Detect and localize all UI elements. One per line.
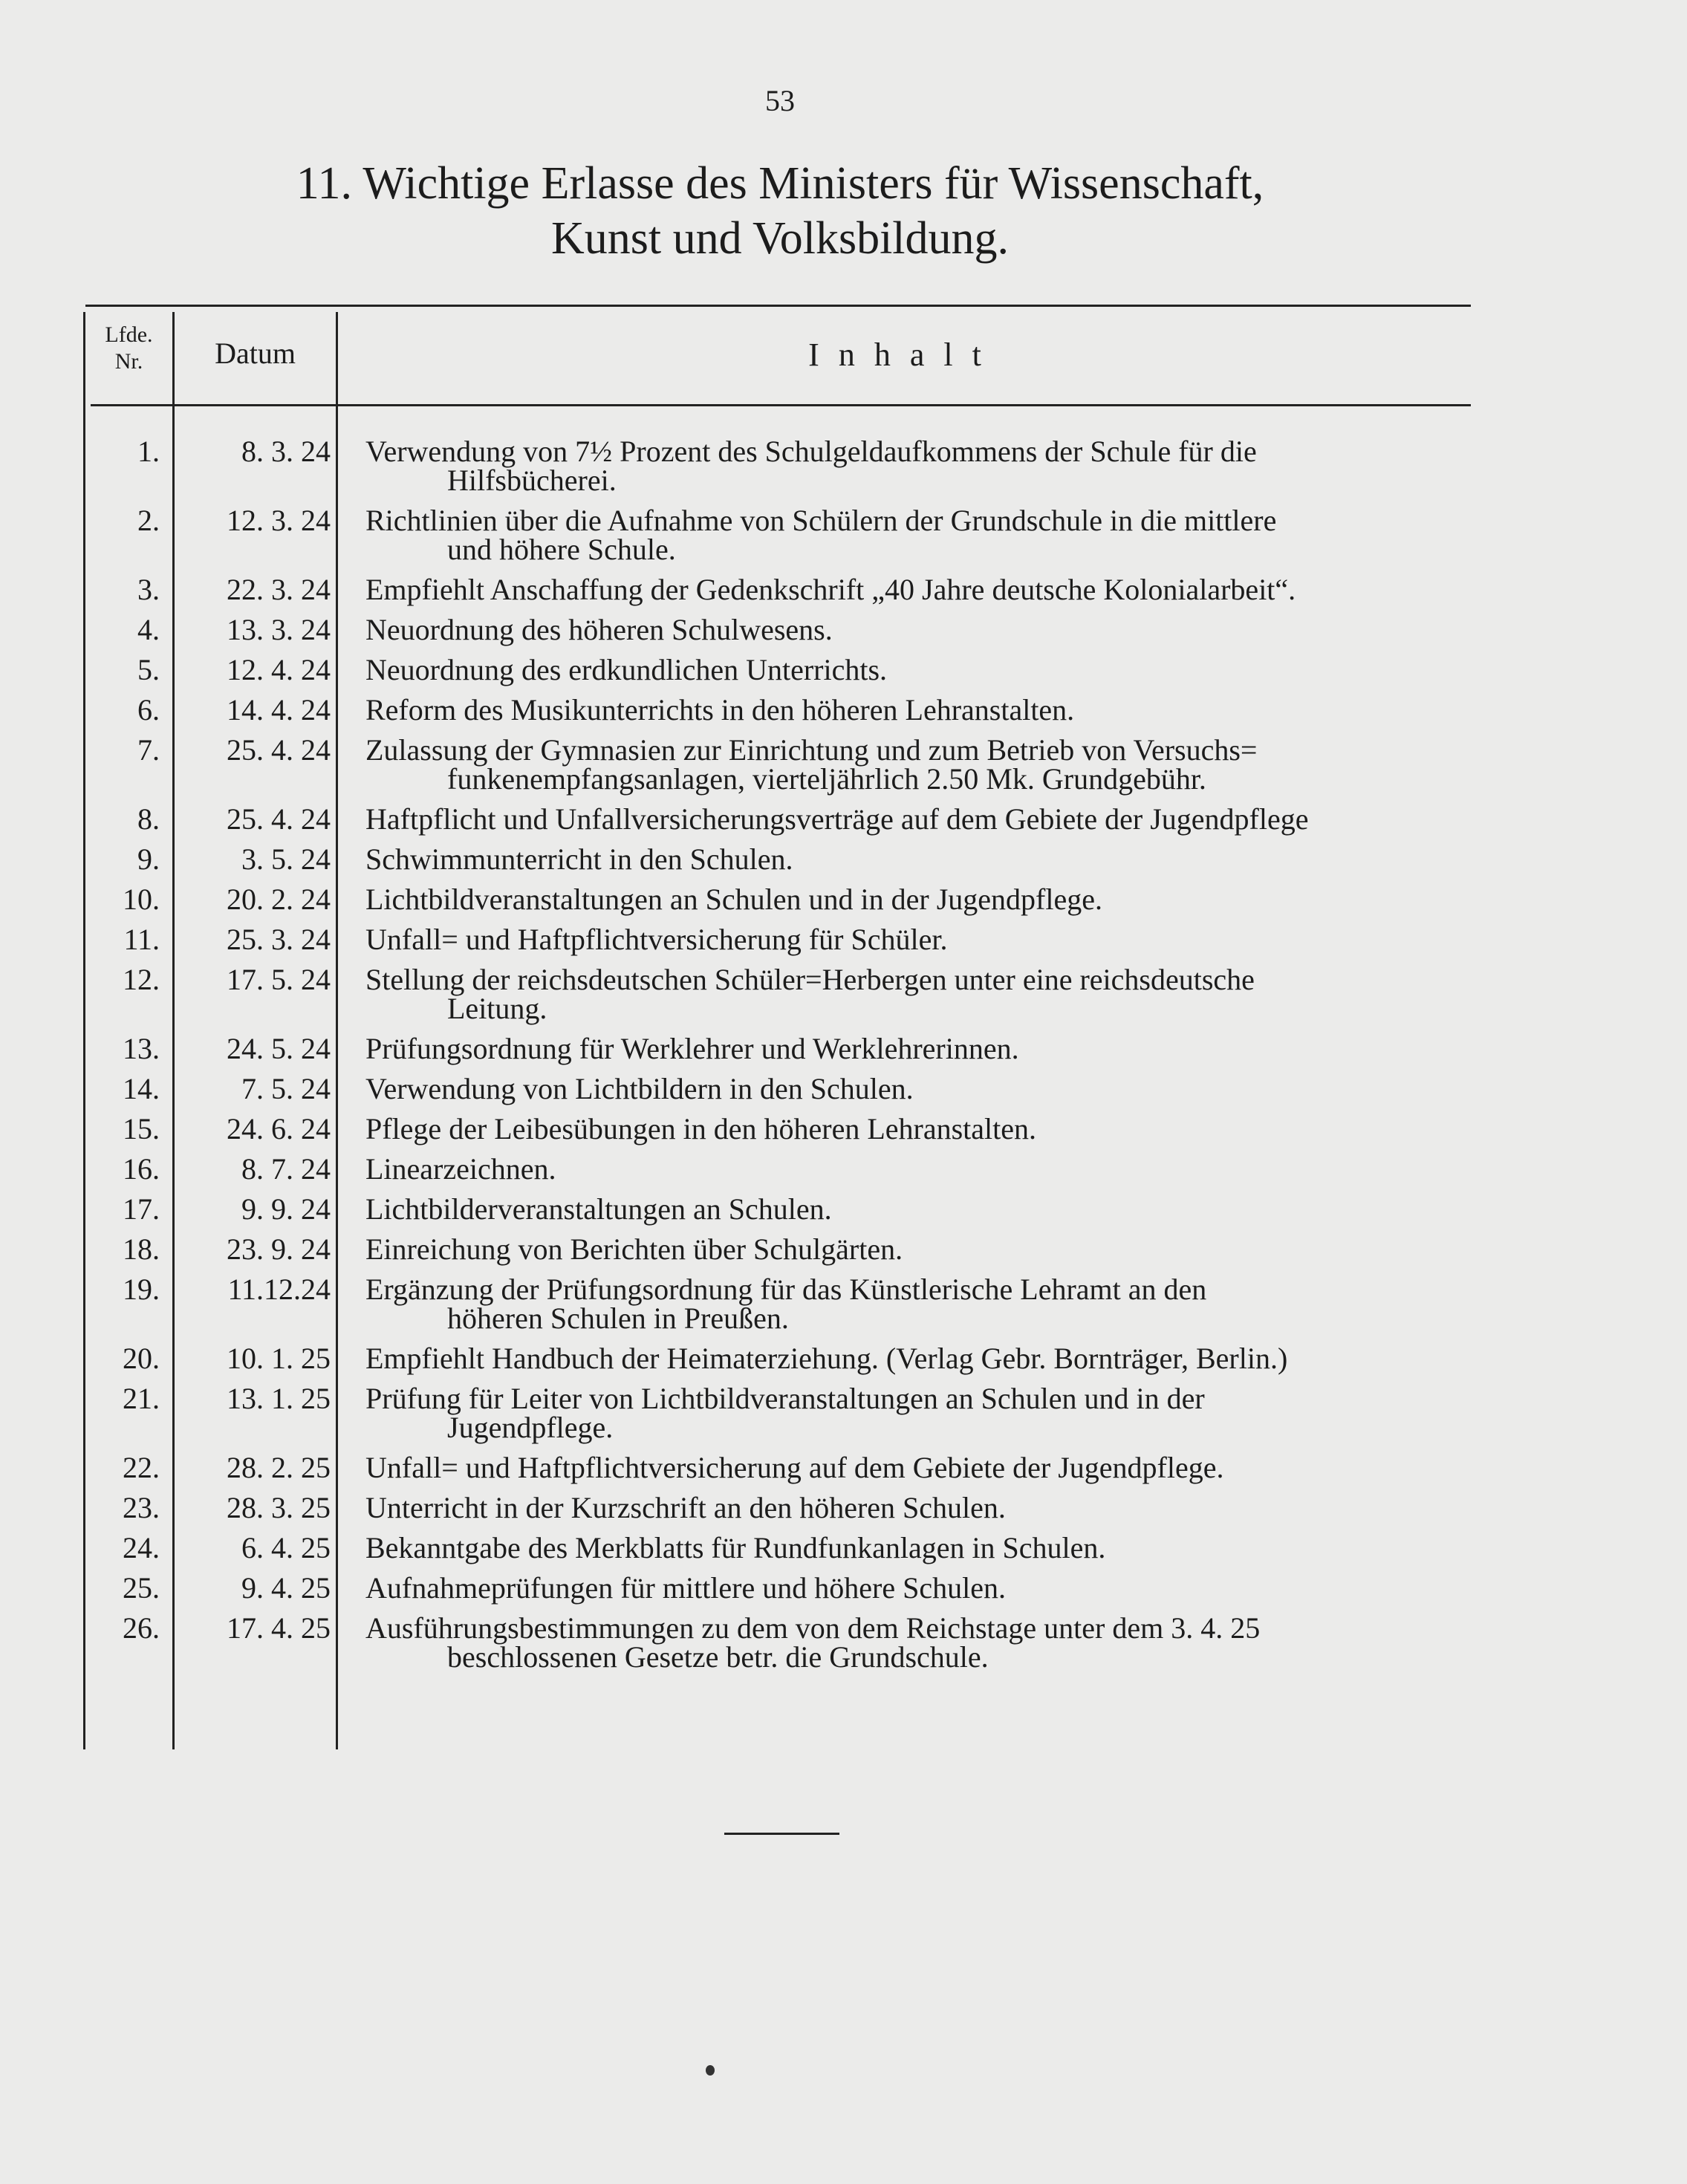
row-number: 17. [123,1192,160,1226]
table-row [85,733,1471,796]
table-row [85,1074,1471,1103]
row-number: 11. [123,923,160,956]
table-row [85,1232,1471,1266]
table-row [85,575,1471,604]
header-inhalt: Inhalt [808,337,1001,373]
row-content-line: Prüfungsordnung für Werklehrer und Werklehrerinnen. [365,1032,1019,1065]
row-content [365,1152,1471,1186]
row-number: 23. [123,1491,160,1524]
row-date: 8. 7. 24 [241,1152,331,1186]
row-content-continuation: und höhere Schule. [447,533,676,566]
row-content-line: Unfall= und Haftpflichtversicherung für Schüler. [365,923,948,956]
row-date: 7. 5. 24 [241,1072,331,1105]
row-number: 25. [123,1571,160,1605]
row-date: 17. 4. 25 [227,1611,331,1645]
row-date: 25. 4. 24 [227,733,331,767]
title-line-2: Kunst und Volksbildung. [550,213,1010,264]
table-row [85,925,1471,954]
row-content [365,733,1471,796]
row-number: 24. [123,1531,160,1564]
row-content-line: Reform des Musikunterrichts in den höheren Lehranstalten. [365,693,1075,727]
row-date: 17. 5. 24 [227,963,331,996]
row-content-line: Neuordnung des höheren Schulwesens. [365,613,833,646]
table-row [85,693,1471,727]
table-row [85,965,1471,1023]
title-line-1: 11. Wichtige Erlasse des Ministers für Wissenschaft, [296,158,1264,209]
row-content-line: Neuordnung des erdkundlichen Unterrichts. [365,653,888,686]
row-date: 3. 5. 24 [241,842,331,876]
row-content [365,1611,1471,1674]
table-row [85,1152,1471,1186]
row-content [365,1192,1471,1226]
row-content [365,925,1471,954]
table-row [85,1453,1471,1482]
row-date: 9. 4. 25 [241,1571,331,1605]
row-date: 9. 9. 24 [241,1192,331,1226]
row-content [365,1344,1471,1373]
row-content-continuation: höheren Schulen in Preußen. [447,1301,789,1335]
table-row [85,1344,1471,1373]
table-row [85,1611,1471,1674]
table-row [85,1493,1471,1522]
table-row [85,842,1471,876]
row-content-line: Prüfung für Leiter von Lichtbildveranstaltungen an Schulen und in der [365,1382,1205,1415]
row-content-continuation: Leitung. [447,992,547,1025]
row-number: 15. [123,1112,160,1145]
row-number: 7. [137,733,160,767]
header-nr-line1: Lfde. [105,322,153,347]
row-content [365,965,1471,1023]
row-content-line: Verwendung von Lichtbildern in den Schulen. [365,1072,914,1105]
row-content [365,1114,1471,1143]
table-row [85,885,1471,914]
row-content-continuation: beschlossenen Gesetze betr. die Grundschule. [447,1640,989,1674]
row-content-line: Unterricht in der Kurzschrift an den höheren Schulen. [365,1491,1006,1524]
row-content-continuation: Hilfsbücherei. [447,464,617,497]
row-content [365,1232,1471,1266]
row-number: 20. [123,1342,160,1375]
table-row [85,1114,1471,1143]
row-content-line: Richtlinien über die Aufnahme von Schülern der Grundschule in die mittlere [365,504,1277,537]
row-date: 13. 1. 25 [227,1382,331,1415]
row-number: 14. [123,1072,160,1105]
row-date: 13. 3. 24 [227,613,331,646]
row-date: 23. 9. 24 [227,1232,331,1266]
row-content [365,1493,1471,1522]
row-content [365,693,1471,727]
table-row [85,1192,1471,1226]
header-datum: Datum [215,337,296,370]
row-number: 10. [123,883,160,916]
row-content [365,885,1471,914]
row-date: 22. 3. 24 [227,573,331,606]
row-number: 22. [123,1451,160,1484]
row-content-line: Pflege der Leibesübungen in den höheren Lehranstalten. [365,1112,1037,1145]
row-content-continuation: Jugendpflege. [447,1411,614,1444]
row-number: 19. [123,1273,160,1306]
row-content-line: Bekanntgabe des Merkblatts für Rundfunkanlagen in Schulen. [365,1531,1106,1564]
table-header-rule [91,404,1471,406]
table-row [85,1571,1471,1605]
row-number: 12. [123,963,160,996]
table-row [85,1384,1471,1442]
row-content-continuation: funkenempfangsanlagen, vierteljährlich 2.50 Mk. Grundgebühr. [447,762,1206,796]
row-content-line: Lichtbilderveranstaltungen an Schulen. [365,1192,832,1226]
table-row [85,1275,1471,1333]
row-content-line: Linearzeichnen. [365,1152,556,1186]
header-nr [85,322,172,375]
row-content-line: Einreichung von Berichten über Schulgärten. [365,1232,903,1266]
table-row [85,437,1471,495]
row-content [365,1074,1471,1103]
row-date: 6. 4. 25 [241,1531,331,1564]
row-date: 14. 4. 24 [227,693,331,727]
row-content [365,506,1471,564]
row-content-line: Ergänzung der Prüfungsordnung für das Künstlerische Lehramt an den [365,1273,1207,1306]
row-number: 21. [123,1382,160,1415]
table-row [85,506,1471,564]
row-date: 28. 3. 25 [227,1491,331,1524]
row-date: 11.12.24 [227,1273,331,1306]
row-content-line: Verwendung von 7½ Prozent des Schulgeldaufkommens der Schule für die [365,435,1257,468]
row-content-line: Ausführungsbestimmungen zu dem von dem Reichstage unter dem 3. 4. 25 [365,1611,1261,1645]
table-row [85,1533,1471,1562]
row-content [365,842,1471,876]
row-content [365,575,1471,604]
row-content-line: Zulassung der Gymnasien zur Einrichtung und zum Betrieb von Versuchs= [365,733,1258,767]
row-content [365,802,1471,836]
row-content-line: Unfall= und Haftpflichtversicherung auf dem Gebiete der Jugendpflege. [365,1451,1224,1484]
end-rule [724,1833,839,1835]
table-body [85,437,1471,1683]
row-number: 3. [137,573,160,606]
row-content [365,1034,1471,1063]
row-number: 16. [123,1152,160,1186]
row-number: 2. [137,504,160,537]
row-number: 6. [137,693,160,727]
row-date: 12. 3. 24 [227,504,331,537]
table-row [85,802,1471,836]
row-number: 4. [137,613,160,646]
table-row [85,615,1471,644]
row-content [365,1533,1471,1562]
row-date: 12. 4. 24 [227,653,331,686]
row-content [365,437,1471,495]
row-number: 5. [137,653,160,686]
row-date: 24. 5. 24 [227,1032,331,1065]
row-number: 9. [137,842,160,876]
row-number: 1. [137,435,160,468]
row-content [365,1453,1471,1482]
page-number: 53 [765,84,795,117]
row-content-line: Empfiehlt Handbuch der Heimaterziehung. (Verlag Gebr. Bornträger, Berlin.) [365,1342,1288,1375]
row-content-line: Stellung der reichsdeutschen Schüler=Herbergen unter eine reichsdeutsche [365,963,1255,996]
table-row [85,655,1471,684]
row-date: 20. 2. 24 [227,883,331,916]
row-date: 8. 3. 24 [241,435,331,468]
row-number: 26. [123,1611,160,1645]
row-date: 25. 3. 24 [227,923,331,956]
row-number: 18. [123,1232,160,1266]
row-content [365,655,1471,684]
header-nr-line2: Nr. [114,349,143,374]
table-row [85,1034,1471,1063]
row-content-line: Empfiehlt Anschaffung der Gedenkschrift „40 Jahre deutsche Kolonialarbeit“. [365,573,1296,606]
table-top-rule [85,305,1471,307]
row-date: 28. 2. 25 [227,1451,331,1484]
row-content [365,1384,1471,1442]
row-content [365,1571,1471,1605]
row-content [365,1275,1471,1333]
row-content-line: Aufnahmeprüfungen für mittlere und höhere Schulen. [365,1571,1006,1605]
row-number: 13. [123,1032,160,1065]
row-number: 8. [137,802,160,836]
row-date: 25. 4. 24 [227,802,331,836]
row-content-line: Lichtbildveranstaltungen an Schulen und in der Jugendpflege. [365,883,1102,916]
row-date: 24. 6. 24 [227,1112,331,1145]
page-title [223,156,1337,266]
row-content [365,615,1471,644]
row-date: 10. 1. 25 [227,1342,331,1375]
ink-dot [706,2065,715,2076]
row-content-line: Schwimmunterricht in den Schulen. [365,842,793,876]
row-content-line: Haftpflicht und Unfallversicherungsverträge auf dem Gebiete der Jugendpflege [365,802,1309,836]
